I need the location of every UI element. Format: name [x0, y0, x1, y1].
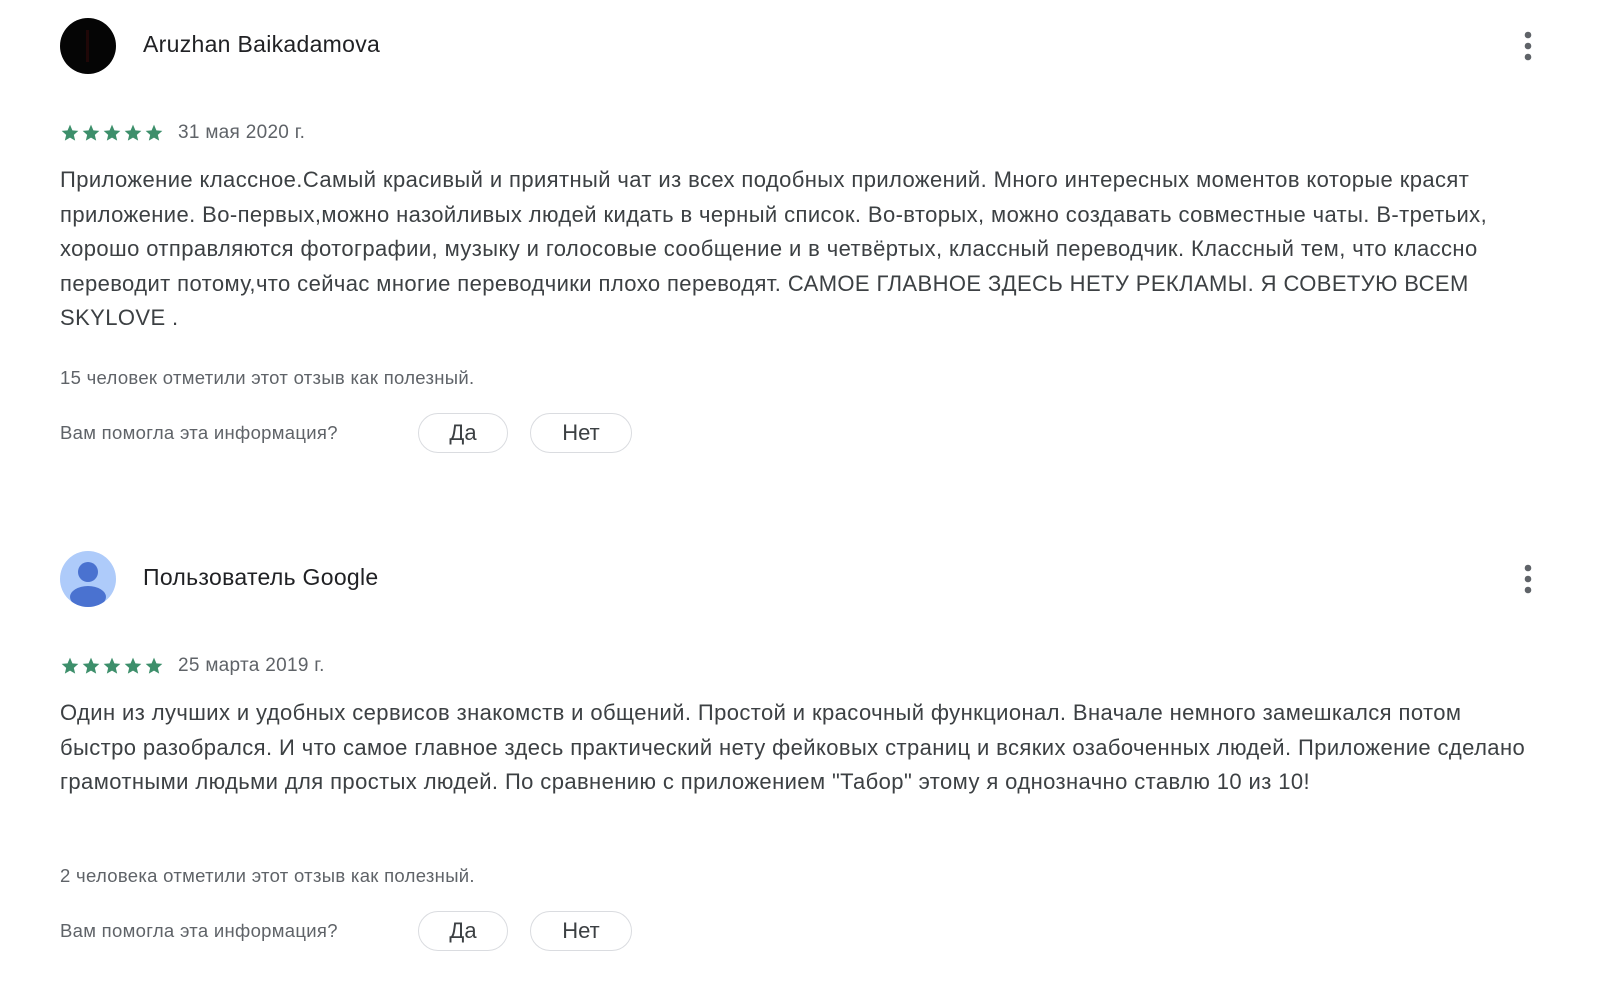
- star-icon: [123, 656, 143, 676]
- person-icon: [60, 551, 116, 607]
- review-date: 25 марта 2019 г.: [178, 655, 325, 676]
- helpful-count: 2 человека отметили этот отзыв как полезный.: [60, 865, 475, 886]
- star-icon: [144, 656, 164, 676]
- review-header: [60, 18, 1550, 74]
- review-text: Один из лучших и удобных сервисов знакомств и общений. Простой и красочный функционал. Вначале немного замешкался потом быстро разобрался. И что самое главное здесь практический нету фейковых страниц и всяких озабоченных людей. Приложение сделано грамотными людьми для простых людей. По сравнению с приложением "Табор" этому я однозначно ставлю 10 из 10!: [60, 700, 1526, 794]
- star-icon: [81, 123, 101, 143]
- star-rating: [60, 656, 164, 676]
- star-icon: [60, 656, 80, 676]
- helpful-question: Вам помогла эта информация?: [60, 422, 338, 443]
- avatar: [60, 551, 116, 607]
- review-header: [60, 551, 1550, 607]
- vote-no-button[interactable]: Нет: [530, 911, 632, 951]
- helpful-vote-row: [60, 910, 632, 952]
- more-vert-icon: [1524, 564, 1532, 594]
- star-icon: [102, 123, 122, 143]
- review-author: Aruzhan Baikadamova: [143, 31, 381, 57]
- review-date: 31 мая 2020 г.: [178, 122, 306, 143]
- rating-row: [60, 118, 305, 148]
- review-author: Пользователь Google: [143, 564, 379, 590]
- star-rating: [60, 123, 164, 143]
- star-icon: [102, 656, 122, 676]
- helpful-vote-row: [60, 412, 632, 454]
- more-options-button[interactable]: [1506, 24, 1550, 68]
- helpful-count: 15 человек отметили этот отзыв как полезный.: [60, 367, 475, 388]
- star-icon: [60, 123, 80, 143]
- star-icon: [81, 656, 101, 676]
- vote-yes-button[interactable]: Да: [418, 413, 508, 453]
- more-options-button[interactable]: [1506, 557, 1550, 601]
- vote-no-button[interactable]: Нет: [530, 413, 632, 453]
- vote-yes-button[interactable]: Да: [418, 911, 508, 951]
- more-vert-icon: [1524, 31, 1532, 61]
- avatar: [60, 18, 116, 74]
- review-text: Приложение классное.Самый красивый и приятный чат из всех подобных приложений. Много интересных моментов которые красят приложение. Во-первых,можно назойливых людей кидать в черный список. Во-вторых, можно создавать совместные чаты. В-третьих, хорошо отправляются фотографии, музыку и голосовые сообщение и в четвёртых, классный переводчик. Классный тем, что классно переводит потому,что сейчас многие переводчики плохо переводят. САМОЕ ГЛАВНОЕ ЗДЕСЬ НЕТУ РЕКЛАМЫ. Я СОВЕТУЮ ВСЕМ SKYLOVE .: [60, 167, 1488, 330]
- rating-row: [60, 651, 325, 681]
- helpful-question: Вам помогла эта информация?: [60, 920, 338, 941]
- star-icon: [144, 123, 164, 143]
- star-icon: [123, 123, 143, 143]
